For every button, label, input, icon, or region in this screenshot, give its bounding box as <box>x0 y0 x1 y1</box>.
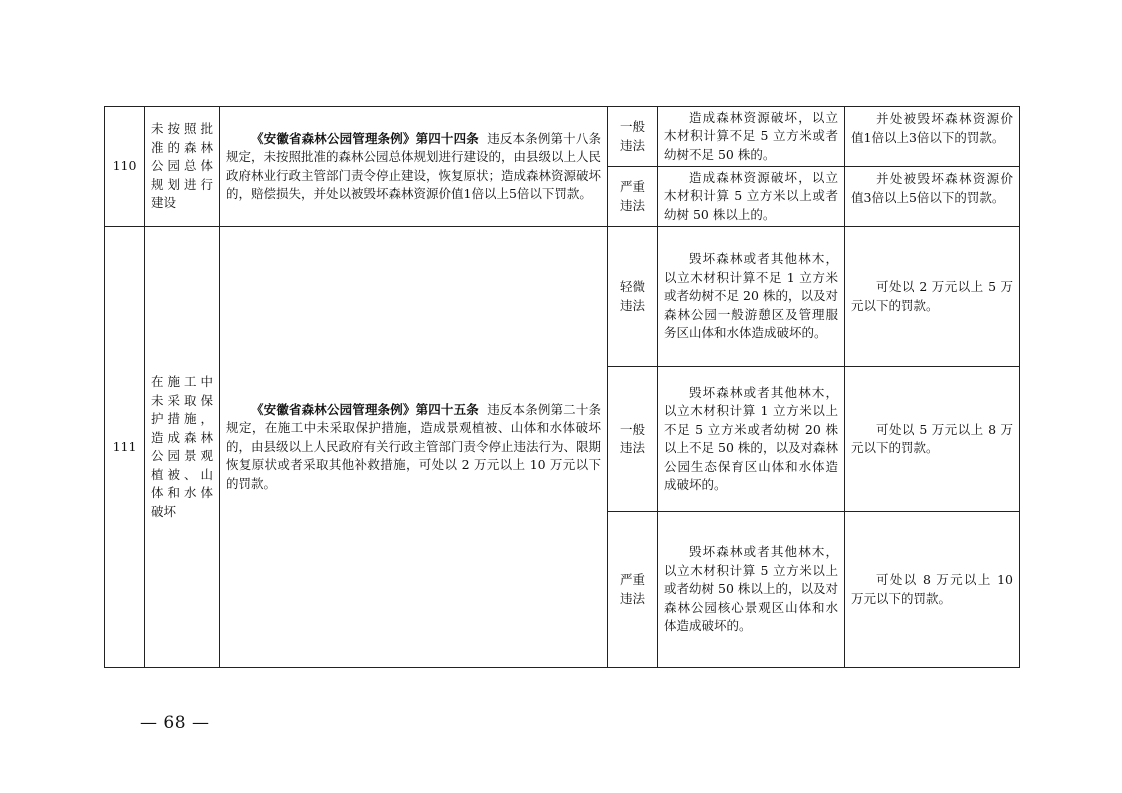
violation-level: 轻微违法 <box>608 227 658 367</box>
legal-basis-text: 违反本条例第十八条规定，未按照批准的森林公园总体规划进行建设的，由县级以上人民政府林业行政主管部门责令停止建设，恢复原状；造成森林资源破坏的，赔偿损失，并处以被毁坏森林资源价值1倍以上5倍以下罚款。 <box>226 130 602 201</box>
discretion-standard: 毁坏森林或者其他林木，以立木材积计算不足 1 立方米或者幼树不足 20 株的，以及对森林公园一般游憩区及管理服务区山体和水体造成破坏的。 <box>658 227 845 367</box>
penalty-amount: 可处以 2 万元以上 5 万元以下的罚款。 <box>845 227 1020 367</box>
penalty-amount: 并处被毁坏森林资源价值3倍以上5倍以下的罚款。 <box>845 167 1020 227</box>
penalty-amount: 可处以 5 万元以上 8 万元以下的罚款。 <box>845 367 1020 512</box>
violation-level: 一般违法 <box>608 367 658 512</box>
violation-level: 严重违法 <box>608 167 658 227</box>
discretion-standard: 造成森林资源破坏，以立木材积计算不足 5 立方米或者幼树不足 50 株的。 <box>658 107 845 167</box>
table-row <box>105 227 1020 367</box>
legal-basis <box>220 227 608 668</box>
table-row <box>105 107 1020 167</box>
penalty-amount: 并处被毁坏森林资源价值1倍以上3倍以下的罚款。 <box>845 107 1020 167</box>
violation-level: 一般违法 <box>608 107 658 167</box>
legal-basis-text: 违反本条例第二十条规定，在施工中未采取保护措施，造成景观植被、山体和水体破坏的，由县级以上人民政府有关行政主管部门责令停止违法行为、限期恢复原状或者采取其他补救措施，可处以 2 万元以上 10 万元以下的罚款。 <box>226 401 602 491</box>
violation-behavior: 在施工中未采取保护措施，造成森林公园景观植被、山体和水体破坏 <box>145 227 220 668</box>
page-number: — 68 — <box>140 713 210 733</box>
discretion-standard: 毁坏森林或者其他林木，以立木材积计算 5 立方米以上或者幼树 50 株以上的，以及对森林公园核心景观区山体和水体造成破坏的。 <box>658 512 845 668</box>
penalty-amount: 可处以 8 万元以上 10 万元以下的罚款。 <box>845 512 1020 668</box>
item-number: 110 <box>105 107 145 227</box>
violation-level: 严重违法 <box>608 512 658 668</box>
violation-behavior: 未按照批准的森林公园总体规划进行建设 <box>145 107 220 227</box>
discretion-standard: 造成森林资源破坏，以立木材积计算 5 立方米以上或者幼树 50 株以上的。 <box>658 167 845 227</box>
item-number: 111 <box>105 227 145 668</box>
legal-basis-law: 《安徽省森林公园管理条例》第四十四条 <box>251 130 479 146</box>
legal-basis-law: 《安徽省森林公园管理条例》第四十五条 <box>251 401 479 417</box>
penalty-standards-table <box>104 106 1020 668</box>
discretion-standard: 毁坏森林或者其他林木，以立木材积计算 1 立方米以上不足 5 立方米或者幼树 20 株以上不足 50 株的，以及对森林公园生态保育区山体和水体造成破坏的。 <box>658 367 845 512</box>
legal-basis <box>220 107 608 227</box>
